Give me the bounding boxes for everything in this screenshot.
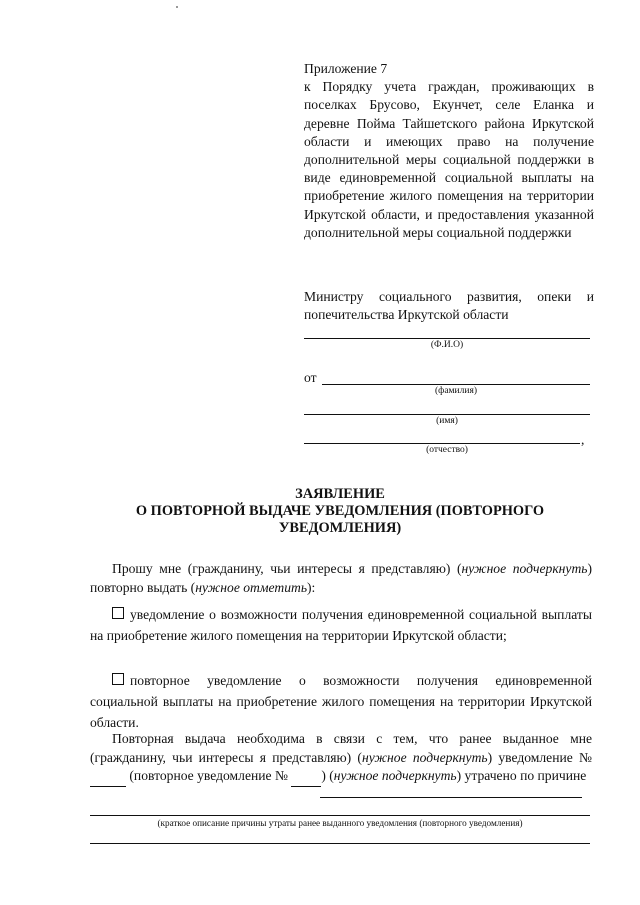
reason-emphasis-1: нужное подчеркнуть bbox=[361, 749, 488, 765]
request-emphasis-2: нужное отметить bbox=[195, 579, 308, 595]
fio-field-line[interactable] bbox=[304, 338, 590, 339]
reason-text-4: ) ( bbox=[321, 768, 334, 784]
appendix-title: Приложение 7 bbox=[304, 61, 388, 76]
reason-paragraph bbox=[90, 730, 592, 787]
repeat-notice-number-field[interactable] bbox=[291, 767, 321, 787]
reason-text-1: Повторная выдача необходима в связи с тем, что ранее выданное мне (гражданину, чьи интересы я представляю) ( bbox=[90, 731, 592, 765]
appendix-text: к Порядку учета граждан, проживающих в поселках Брусово, Екунчет, селе Еланка и деревне Пойма Тайшетского района Иркутской области и имеющих право на получение дополнительной меры социальной поддержки в виде единовременной социальной выплаты на приобретение жилого помещения на территории Иркутской области, и предоставления указанной дополнительной меры социальной поддержки bbox=[304, 79, 594, 240]
fio-caption: (Ф.И.О) bbox=[430, 340, 464, 350]
from-label: от bbox=[304, 370, 317, 385]
option-item-2 bbox=[90, 670, 592, 733]
surname-caption: (фамилия) bbox=[435, 386, 477, 396]
patronymic-caption: (отчество) bbox=[426, 445, 468, 455]
trailing-comma: , bbox=[581, 432, 585, 447]
option-2-text: повторное уведомление о возможности получения единовременной социальной выплаты на приобретение жилого помещения на территории Иркутской области. bbox=[90, 673, 592, 730]
appendix-header bbox=[304, 60, 594, 242]
reason-text-5: ) утрачено по причине bbox=[456, 768, 587, 784]
reason-text-2: ) уведомление № bbox=[487, 749, 592, 765]
reason-text-3: (повторное уведомление № bbox=[129, 768, 288, 784]
heading-line-2: О ПОВТОРНОЙ ВЫДАЧЕ УВЕДОМЛЕНИЯ (ПОВТОРНОГО bbox=[135, 503, 545, 519]
option-1-text: уведомление о возможности получения единовременной социальной выплаты на приобретение жилого помещения на территории Иркутской области; bbox=[90, 607, 592, 643]
option-1-checkbox[interactable] bbox=[112, 607, 124, 619]
surname-field-line[interactable] bbox=[322, 384, 590, 385]
name-caption: (имя) bbox=[436, 416, 458, 426]
heading-line-1: ЗАЯВЛЕНИЕ bbox=[295, 486, 385, 502]
heading-line-3: УВЕДОМЛЕНИЯ) bbox=[278, 520, 402, 536]
reason-field-line[interactable] bbox=[320, 797, 582, 798]
document-heading bbox=[90, 486, 590, 537]
patronymic-field-line[interactable] bbox=[304, 443, 580, 444]
request-paragraph bbox=[90, 560, 592, 597]
notice-number-field[interactable] bbox=[90, 767, 126, 787]
reason-extra-line[interactable] bbox=[90, 843, 590, 844]
request-text-2: ) повторно выдать ( bbox=[90, 561, 592, 595]
request-text-1: Прошу мне (гражданину, чьи интересы я представляю) ( bbox=[112, 561, 462, 576]
scan-speck bbox=[176, 6, 178, 8]
request-text-3: ): bbox=[307, 579, 316, 595]
option-item-1 bbox=[90, 604, 592, 646]
reason-emphasis-2: нужное подчеркнуть bbox=[333, 768, 457, 784]
reason-description-line[interactable] bbox=[90, 815, 590, 816]
reason-caption: (краткое описание причины утраты ранее выданного уведомления (повторного уведомления) bbox=[157, 818, 523, 828]
name-field-line[interactable] bbox=[304, 414, 590, 415]
request-emphasis-1: нужное подчеркнуть bbox=[461, 561, 588, 576]
addressee: Министру социального развития, опеки и попечительства Иркутской области bbox=[304, 289, 594, 323]
option-2-checkbox[interactable] bbox=[112, 673, 124, 685]
